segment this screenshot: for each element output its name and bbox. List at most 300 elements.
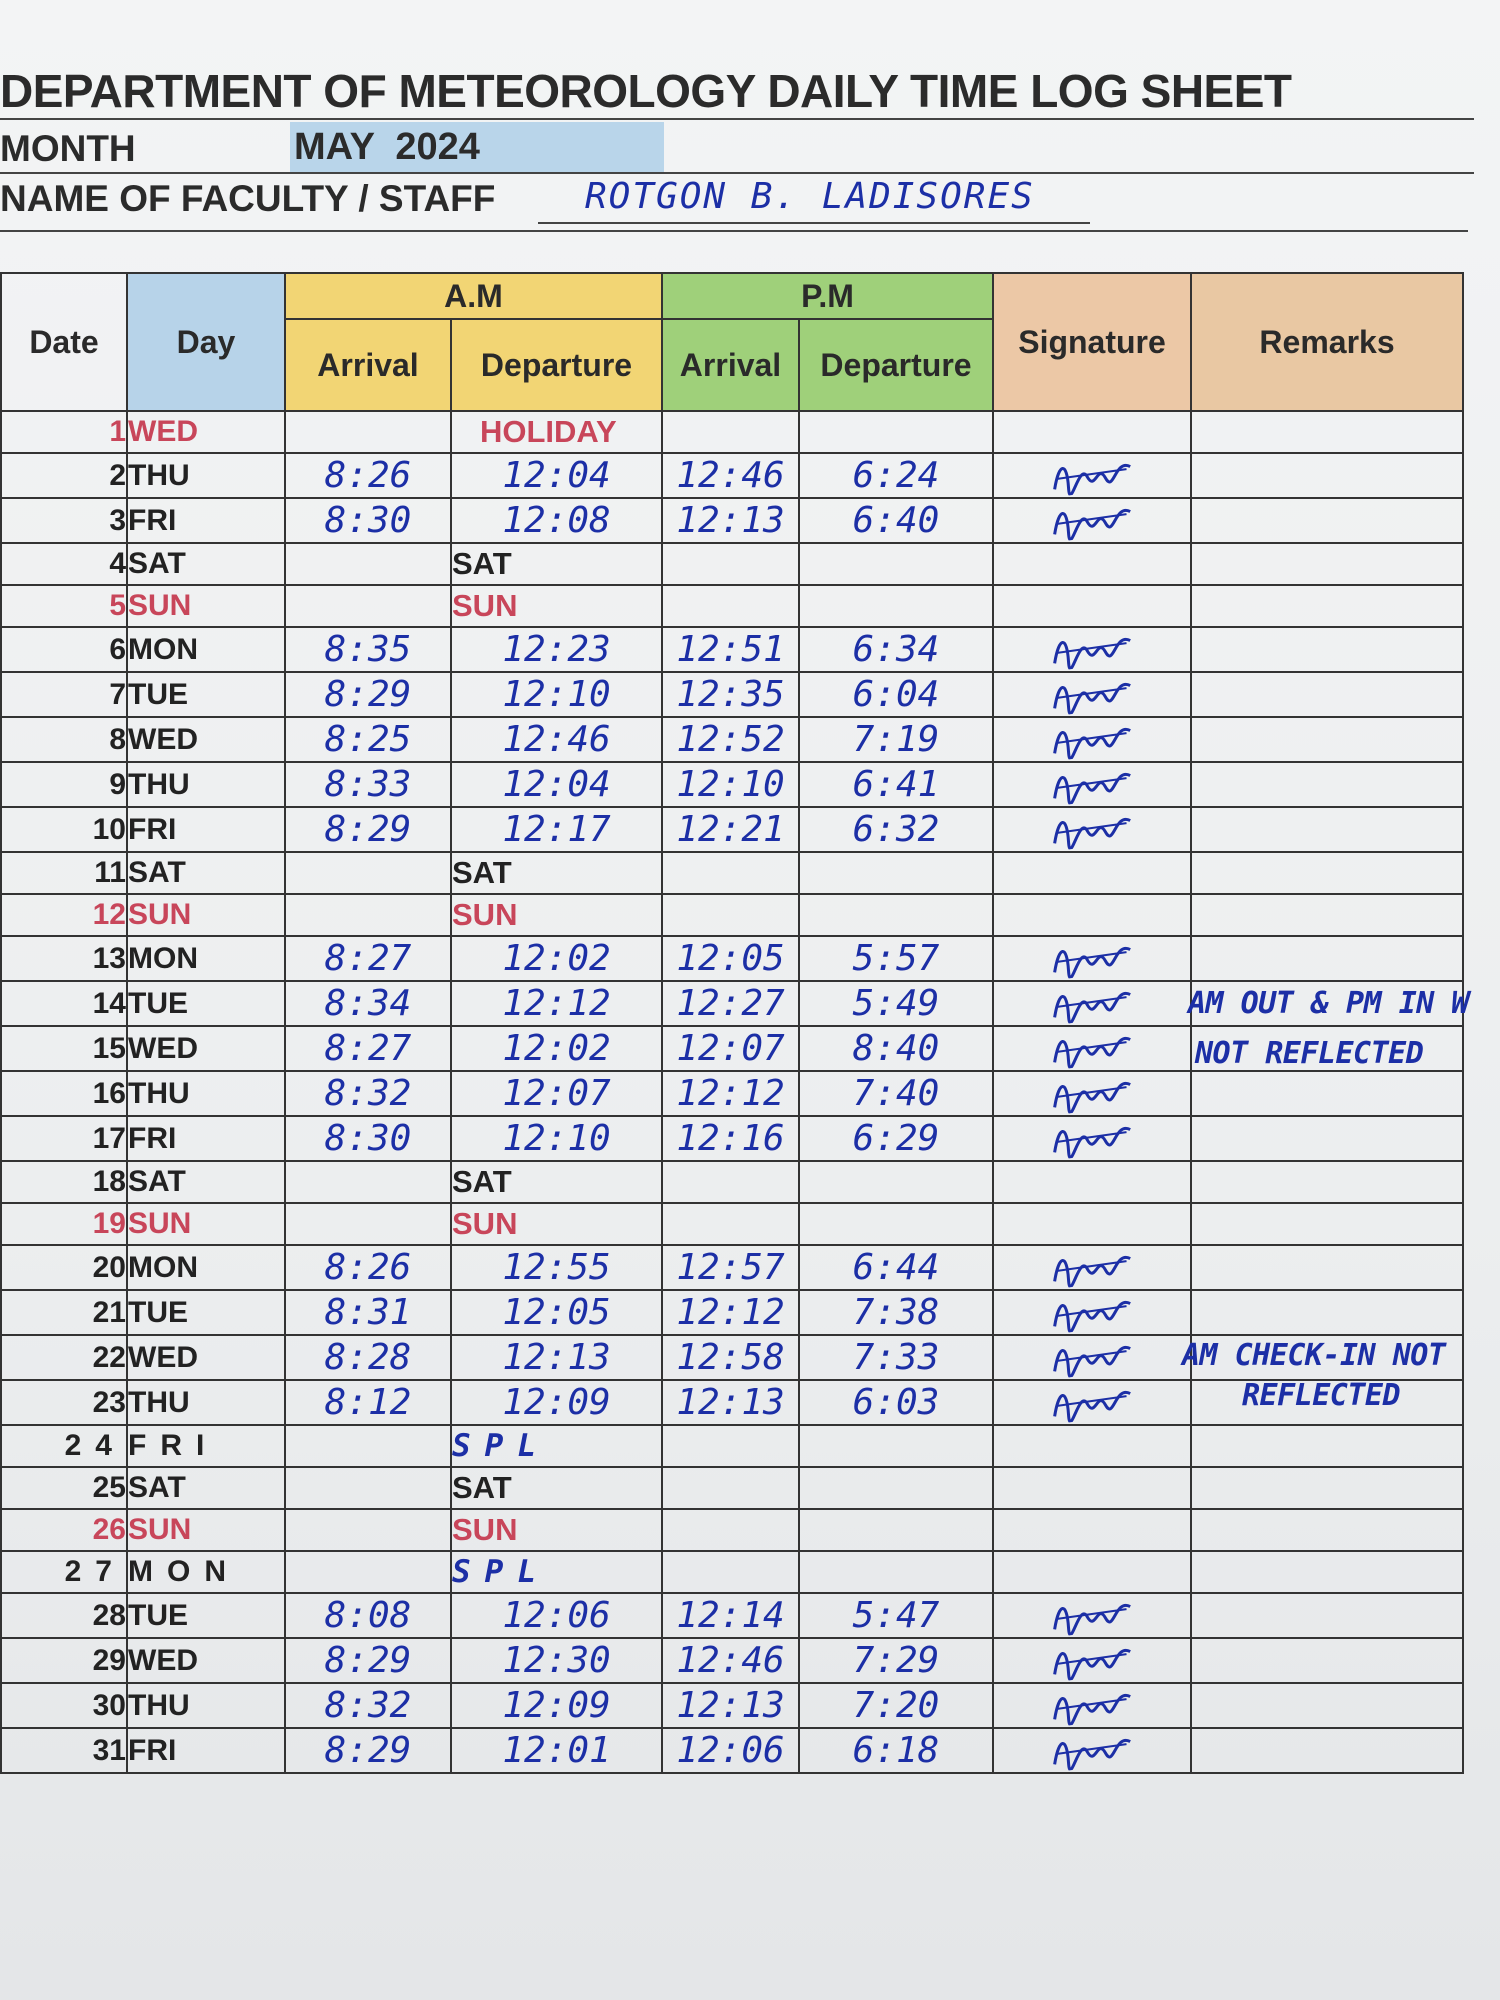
table-row bbox=[1, 1116, 1463, 1161]
pm-departure-empty bbox=[799, 852, 993, 894]
am-arrival-empty bbox=[285, 1467, 451, 1509]
signature-scribble bbox=[1045, 493, 1140, 547]
signature-cell bbox=[993, 1638, 1191, 1683]
remarks-cell bbox=[1191, 1638, 1463, 1683]
header-signature: Signature bbox=[993, 273, 1191, 411]
am-arrival-time: 8:27 bbox=[285, 936, 451, 981]
remarks-cell bbox=[1191, 453, 1463, 498]
signature-cell bbox=[993, 585, 1191, 627]
table-row bbox=[1, 852, 1463, 894]
table-row bbox=[1, 1638, 1463, 1683]
row-date: 27 bbox=[1, 1551, 127, 1593]
row-day: MON bbox=[127, 936, 285, 981]
pm-departure-time: 6:34 bbox=[799, 627, 993, 672]
row-day: MON bbox=[127, 1551, 285, 1593]
remarks-cell bbox=[1191, 627, 1463, 672]
pm-arrival-empty bbox=[662, 411, 799, 453]
table-row bbox=[1, 1728, 1463, 1773]
day-status-note: SAT bbox=[451, 1161, 662, 1203]
signature-cell bbox=[993, 936, 1191, 981]
signature-cell bbox=[993, 1203, 1191, 1245]
row-date: 20 bbox=[1, 1245, 127, 1290]
row-date: 28 bbox=[1, 1593, 127, 1638]
remarks-cell bbox=[1191, 585, 1463, 627]
signature-cell bbox=[993, 498, 1191, 543]
row-date: 24 bbox=[1, 1425, 127, 1467]
table-row bbox=[1, 936, 1463, 981]
pm-arrival-time: 12:16 bbox=[662, 1116, 799, 1161]
row-date: 18 bbox=[1, 1161, 127, 1203]
day-status-note: SPL bbox=[451, 1425, 662, 1467]
row-day: THU bbox=[127, 1071, 285, 1116]
table-row bbox=[1, 1290, 1463, 1335]
pm-arrival-time: 12:51 bbox=[662, 627, 799, 672]
time-log-table bbox=[0, 272, 1464, 1774]
remarks-cell bbox=[1191, 1203, 1463, 1245]
row-day: WED bbox=[127, 411, 285, 453]
remarks-cell bbox=[1191, 1161, 1463, 1203]
row-date: 9 bbox=[1, 762, 127, 807]
pm-arrival-empty bbox=[662, 585, 799, 627]
pm-arrival-time: 12:35 bbox=[662, 672, 799, 717]
pm-departure-empty bbox=[799, 1425, 993, 1467]
row-date: 19 bbox=[1, 1203, 127, 1245]
pm-departure-empty bbox=[799, 894, 993, 936]
row-date: 14 bbox=[1, 981, 127, 1026]
pm-departure-time: 5:47 bbox=[799, 1593, 993, 1638]
am-arrival-time: 8:28 bbox=[285, 1335, 451, 1380]
day-status-note: SUN bbox=[451, 585, 662, 627]
am-arrival-time: 8:12 bbox=[285, 1380, 451, 1425]
am-departure-time: 12:12 bbox=[451, 981, 662, 1026]
name-rule bbox=[0, 230, 1468, 232]
signature-scribble bbox=[1045, 802, 1140, 856]
day-status-note: SAT bbox=[451, 852, 662, 894]
remarks-cell bbox=[1191, 672, 1463, 717]
signature-cell bbox=[993, 1467, 1191, 1509]
row-date: 6 bbox=[1, 627, 127, 672]
day-status-note: HOLIDAY bbox=[451, 411, 662, 453]
row-date: 25 bbox=[1, 1467, 127, 1509]
sheet-title: DEPARTMENT OF METEOROLOGY DAILY TIME LOG SHEET bbox=[0, 65, 1292, 117]
row-date: 12 bbox=[1, 894, 127, 936]
remarks-cell bbox=[1191, 936, 1463, 981]
am-departure-time: 12:30 bbox=[451, 1638, 662, 1683]
pm-departure-time: 5:49 bbox=[799, 981, 993, 1026]
pm-departure-empty bbox=[799, 1509, 993, 1551]
pm-arrival-time: 12:13 bbox=[662, 1683, 799, 1728]
signature-cell bbox=[993, 762, 1191, 807]
remarks-cell bbox=[1191, 1728, 1463, 1773]
am-arrival-empty bbox=[285, 585, 451, 627]
pm-arrival-empty bbox=[662, 543, 799, 585]
signature-cell bbox=[993, 1593, 1191, 1638]
pm-arrival-empty bbox=[662, 1551, 799, 1593]
header-pm-departure: Departure bbox=[799, 319, 993, 411]
table-row bbox=[1, 498, 1463, 543]
pm-arrival-time: 12:52 bbox=[662, 717, 799, 762]
pm-departure-time: 5:57 bbox=[799, 936, 993, 981]
header-remarks: Remarks bbox=[1191, 273, 1463, 411]
pm-arrival-empty bbox=[662, 1509, 799, 1551]
signature-cell bbox=[993, 1683, 1191, 1728]
table-row bbox=[1, 627, 1463, 672]
row-day: SUN bbox=[127, 585, 285, 627]
pm-departure-time: 6:41 bbox=[799, 762, 993, 807]
pm-arrival-time: 12:05 bbox=[662, 936, 799, 981]
header-pm-arrival: Arrival bbox=[662, 319, 799, 411]
remarks-cell bbox=[1191, 894, 1463, 936]
pm-departure-time: 7:19 bbox=[799, 717, 993, 762]
signature-cell bbox=[993, 1116, 1191, 1161]
row-day: TUE bbox=[127, 981, 285, 1026]
row-date: 4 bbox=[1, 543, 127, 585]
table-row bbox=[1, 1245, 1463, 1290]
pm-arrival-empty bbox=[662, 1161, 799, 1203]
am-arrival-time: 8:29 bbox=[285, 672, 451, 717]
am-arrival-time: 8:35 bbox=[285, 627, 451, 672]
row-day: FRI bbox=[127, 1728, 285, 1773]
row-day: WED bbox=[127, 717, 285, 762]
am-arrival-empty bbox=[285, 894, 451, 936]
signature-cell bbox=[993, 1071, 1191, 1116]
signature-cell bbox=[993, 1026, 1191, 1071]
pm-arrival-empty bbox=[662, 1203, 799, 1245]
am-departure-time: 12:09 bbox=[451, 1380, 662, 1425]
pm-departure-time: 7:29 bbox=[799, 1638, 993, 1683]
day-status-note: SUN bbox=[451, 1203, 662, 1245]
signature-cell bbox=[993, 852, 1191, 894]
day-status-note: SAT bbox=[451, 1467, 662, 1509]
row-date: 1 bbox=[1, 411, 127, 453]
table-row bbox=[1, 1425, 1463, 1467]
am-departure-time: 12:13 bbox=[451, 1335, 662, 1380]
am-departure-time: 12:55 bbox=[451, 1245, 662, 1290]
table-row bbox=[1, 894, 1463, 936]
row-day: WED bbox=[127, 1638, 285, 1683]
row-day: THU bbox=[127, 1380, 285, 1425]
am-arrival-empty bbox=[285, 1509, 451, 1551]
row-date: 16 bbox=[1, 1071, 127, 1116]
table-row bbox=[1, 1203, 1463, 1245]
month-value: MAY 2024 bbox=[290, 122, 664, 172]
remarks-cell bbox=[1191, 1467, 1463, 1509]
row-date: 10 bbox=[1, 807, 127, 852]
row-day: FRI bbox=[127, 1116, 285, 1161]
table-row bbox=[1, 1071, 1463, 1116]
row-day: SAT bbox=[127, 543, 285, 585]
signature-cell bbox=[993, 672, 1191, 717]
pm-departure-empty bbox=[799, 543, 993, 585]
row-day: SUN bbox=[127, 1509, 285, 1551]
pm-arrival-time: 12:27 bbox=[662, 981, 799, 1026]
row-day: WED bbox=[127, 1026, 285, 1071]
row-day: SAT bbox=[127, 852, 285, 894]
am-departure-time: 12:10 bbox=[451, 1116, 662, 1161]
am-arrival-time: 8:08 bbox=[285, 1593, 451, 1638]
header-date: Date bbox=[1, 273, 127, 411]
row-date: 30 bbox=[1, 1683, 127, 1728]
row-day: TUE bbox=[127, 1290, 285, 1335]
row-date: 21 bbox=[1, 1290, 127, 1335]
pm-arrival-time: 12:12 bbox=[662, 1071, 799, 1116]
signature-cell bbox=[993, 1425, 1191, 1467]
am-departure-time: 12:10 bbox=[451, 672, 662, 717]
pm-arrival-time: 12:13 bbox=[662, 498, 799, 543]
am-arrival-time: 8:27 bbox=[285, 1026, 451, 1071]
remarks-cell bbox=[1191, 1551, 1463, 1593]
signature-cell bbox=[993, 807, 1191, 852]
row-date: 11 bbox=[1, 852, 127, 894]
am-departure-time: 12:04 bbox=[451, 453, 662, 498]
table-row bbox=[1, 1509, 1463, 1551]
signature-cell bbox=[993, 1161, 1191, 1203]
table-row bbox=[1, 1161, 1463, 1203]
signature-cell bbox=[993, 411, 1191, 453]
am-arrival-empty bbox=[285, 543, 451, 585]
remarks-cell bbox=[1191, 1425, 1463, 1467]
day-status-note: SPL bbox=[451, 1551, 662, 1593]
remark-note: REFLECTED bbox=[1242, 1378, 1401, 1413]
pm-departure-empty bbox=[799, 1203, 993, 1245]
row-date: 29 bbox=[1, 1638, 127, 1683]
pm-arrival-time: 12:14 bbox=[662, 1593, 799, 1638]
pm-departure-empty bbox=[799, 1467, 993, 1509]
am-arrival-time: 8:29 bbox=[285, 1638, 451, 1683]
row-day: SAT bbox=[127, 1467, 285, 1509]
table-row bbox=[1, 1467, 1463, 1509]
remarks-cell bbox=[1191, 762, 1463, 807]
am-arrival-empty bbox=[285, 852, 451, 894]
pm-departure-time: 6:32 bbox=[799, 807, 993, 852]
row-day: SUN bbox=[127, 1203, 285, 1245]
pm-departure-time: 7:33 bbox=[799, 1335, 993, 1380]
day-status-note: SUN bbox=[451, 894, 662, 936]
row-day: FRI bbox=[127, 1425, 285, 1467]
pm-arrival-time: 12:06 bbox=[662, 1728, 799, 1773]
am-departure-time: 12:02 bbox=[451, 936, 662, 981]
pm-arrival-time: 12:13 bbox=[662, 1380, 799, 1425]
am-arrival-empty bbox=[285, 411, 451, 453]
name-underline bbox=[538, 222, 1090, 224]
row-date: 7 bbox=[1, 672, 127, 717]
am-arrival-time: 8:32 bbox=[285, 1071, 451, 1116]
row-date: 22 bbox=[1, 1335, 127, 1380]
am-departure-time: 12:04 bbox=[451, 762, 662, 807]
pm-departure-time: 6:04 bbox=[799, 672, 993, 717]
header-am-arrival: Arrival bbox=[285, 319, 451, 411]
pm-arrival-time: 12:46 bbox=[662, 453, 799, 498]
month-rule bbox=[0, 172, 1474, 174]
signature-cell bbox=[993, 894, 1191, 936]
remarks-cell bbox=[1191, 807, 1463, 852]
header-day: Day bbox=[127, 273, 285, 411]
table-row bbox=[1, 1683, 1463, 1728]
pm-departure-empty bbox=[799, 411, 993, 453]
row-day: FRI bbox=[127, 807, 285, 852]
pm-arrival-empty bbox=[662, 894, 799, 936]
row-date: 26 bbox=[1, 1509, 127, 1551]
pm-departure-empty bbox=[799, 585, 993, 627]
pm-arrival-empty bbox=[662, 1425, 799, 1467]
remarks-cell bbox=[1191, 1071, 1463, 1116]
am-arrival-empty bbox=[285, 1551, 451, 1593]
pm-arrival-time: 12:10 bbox=[662, 762, 799, 807]
am-arrival-time: 8:30 bbox=[285, 1116, 451, 1161]
signature-scribble bbox=[1045, 1723, 1140, 1777]
table-row bbox=[1, 807, 1463, 852]
pm-departure-empty bbox=[799, 1551, 993, 1593]
pm-arrival-time: 12:21 bbox=[662, 807, 799, 852]
am-departure-time: 12:07 bbox=[451, 1071, 662, 1116]
remarks-cell bbox=[1191, 852, 1463, 894]
signature-cell bbox=[993, 453, 1191, 498]
am-arrival-time: 8:26 bbox=[285, 1245, 451, 1290]
pm-departure-empty bbox=[799, 1161, 993, 1203]
remarks-cell bbox=[1191, 1593, 1463, 1638]
header-pm: P.M bbox=[662, 273, 993, 319]
row-date: 5 bbox=[1, 585, 127, 627]
signature-scribble bbox=[1045, 1111, 1140, 1165]
am-arrival-time: 8:33 bbox=[285, 762, 451, 807]
row-day: MON bbox=[127, 627, 285, 672]
table-row bbox=[1, 1593, 1463, 1638]
log-body bbox=[1, 411, 1463, 1773]
row-day: THU bbox=[127, 762, 285, 807]
table-row bbox=[1, 1551, 1463, 1593]
row-date: 15 bbox=[1, 1026, 127, 1071]
table-row bbox=[1, 585, 1463, 627]
remarks-cell bbox=[1191, 1245, 1463, 1290]
table-row bbox=[1, 411, 1463, 453]
pm-departure-time: 7:20 bbox=[799, 1683, 993, 1728]
signature-cell bbox=[993, 1551, 1191, 1593]
remarks-cell bbox=[1191, 543, 1463, 585]
pm-arrival-time: 12:57 bbox=[662, 1245, 799, 1290]
row-day: TUE bbox=[127, 672, 285, 717]
pm-arrival-time: 12:46 bbox=[662, 1638, 799, 1683]
pm-departure-time: 6:03 bbox=[799, 1380, 993, 1425]
am-departure-time: 12:02 bbox=[451, 1026, 662, 1071]
row-day: THU bbox=[127, 453, 285, 498]
pm-arrival-time: 12:58 bbox=[662, 1335, 799, 1380]
pm-departure-time: 6:24 bbox=[799, 453, 993, 498]
table-row bbox=[1, 672, 1463, 717]
am-arrival-time: 8:29 bbox=[285, 1728, 451, 1773]
am-departure-time: 12:09 bbox=[451, 1683, 662, 1728]
signature-cell bbox=[993, 1380, 1191, 1425]
pm-departure-time: 7:38 bbox=[799, 1290, 993, 1335]
signature-cell bbox=[993, 1509, 1191, 1551]
staff-name: ROTGON B. LADISORES bbox=[585, 176, 1035, 217]
month-label: MONTH bbox=[0, 128, 136, 169]
am-arrival-empty bbox=[285, 1203, 451, 1245]
signature-cell bbox=[993, 627, 1191, 672]
row-day: MON bbox=[127, 1245, 285, 1290]
remarks-cell bbox=[1191, 717, 1463, 762]
am-arrival-time: 8:26 bbox=[285, 453, 451, 498]
row-date: 3 bbox=[1, 498, 127, 543]
remarks-cell bbox=[1191, 1683, 1463, 1728]
pm-departure-time: 6:29 bbox=[799, 1116, 993, 1161]
signature-cell bbox=[993, 981, 1191, 1026]
row-date: 13 bbox=[1, 936, 127, 981]
signature-scribble bbox=[1045, 1375, 1140, 1429]
table-row bbox=[1, 762, 1463, 807]
remark-note: AM OUT & PM IN W bbox=[1188, 986, 1469, 1021]
row-day: THU bbox=[127, 1683, 285, 1728]
am-departure-time: 12:17 bbox=[451, 807, 662, 852]
remarks-cell bbox=[1191, 1290, 1463, 1335]
signature-cell bbox=[993, 717, 1191, 762]
remarks-cell bbox=[1191, 411, 1463, 453]
am-arrival-time: 8:29 bbox=[285, 807, 451, 852]
pm-departure-time: 6:44 bbox=[799, 1245, 993, 1290]
signature-cell bbox=[993, 1728, 1191, 1773]
am-arrival-time: 8:32 bbox=[285, 1683, 451, 1728]
day-status-note: SUN bbox=[451, 1509, 662, 1551]
pm-departure-time: 6:40 bbox=[799, 498, 993, 543]
remarks-cell bbox=[1191, 1509, 1463, 1551]
am-arrival-empty bbox=[285, 1161, 451, 1203]
row-day: SUN bbox=[127, 894, 285, 936]
signature-cell bbox=[993, 1335, 1191, 1380]
am-departure-time: 12:06 bbox=[451, 1593, 662, 1638]
table-row bbox=[1, 543, 1463, 585]
remarks-cell bbox=[1191, 498, 1463, 543]
pm-arrival-empty bbox=[662, 852, 799, 894]
row-day: SAT bbox=[127, 1161, 285, 1203]
row-day: WED bbox=[127, 1335, 285, 1380]
am-departure-time: 12:46 bbox=[451, 717, 662, 762]
row-date: 8 bbox=[1, 717, 127, 762]
am-arrival-time: 8:25 bbox=[285, 717, 451, 762]
table-row bbox=[1, 453, 1463, 498]
am-arrival-time: 8:34 bbox=[285, 981, 451, 1026]
pm-departure-time: 8:40 bbox=[799, 1026, 993, 1071]
row-date: 17 bbox=[1, 1116, 127, 1161]
pm-arrival-empty bbox=[662, 1467, 799, 1509]
row-date: 31 bbox=[1, 1728, 127, 1773]
am-departure-time: 12:05 bbox=[451, 1290, 662, 1335]
title-rule bbox=[0, 118, 1474, 120]
row-day: FRI bbox=[127, 498, 285, 543]
remark-note: NOT REFLECTED bbox=[1195, 1036, 1424, 1071]
remarks-cell bbox=[1191, 1116, 1463, 1161]
header-am: A.M bbox=[285, 273, 662, 319]
header-am-departure: Departure bbox=[451, 319, 662, 411]
am-departure-time: 12:23 bbox=[451, 627, 662, 672]
table-row bbox=[1, 717, 1463, 762]
pm-arrival-time: 12:07 bbox=[662, 1026, 799, 1071]
row-date: 2 bbox=[1, 453, 127, 498]
am-departure-time: 12:08 bbox=[451, 498, 662, 543]
am-arrival-time: 8:31 bbox=[285, 1290, 451, 1335]
pm-departure-time: 6:18 bbox=[799, 1728, 993, 1773]
name-label: NAME OF FACULTY / STAFF bbox=[0, 178, 496, 219]
row-date: 23 bbox=[1, 1380, 127, 1425]
signature-cell bbox=[993, 1245, 1191, 1290]
row-day: TUE bbox=[127, 1593, 285, 1638]
signature-cell bbox=[993, 543, 1191, 585]
am-arrival-empty bbox=[285, 1425, 451, 1467]
pm-arrival-time: 12:12 bbox=[662, 1290, 799, 1335]
signature-cell bbox=[993, 1290, 1191, 1335]
remark-note: AM CHECK-IN NOT bbox=[1182, 1338, 1446, 1373]
am-arrival-time: 8:30 bbox=[285, 498, 451, 543]
day-status-note: SAT bbox=[451, 543, 662, 585]
am-departure-time: 12:01 bbox=[451, 1728, 662, 1773]
